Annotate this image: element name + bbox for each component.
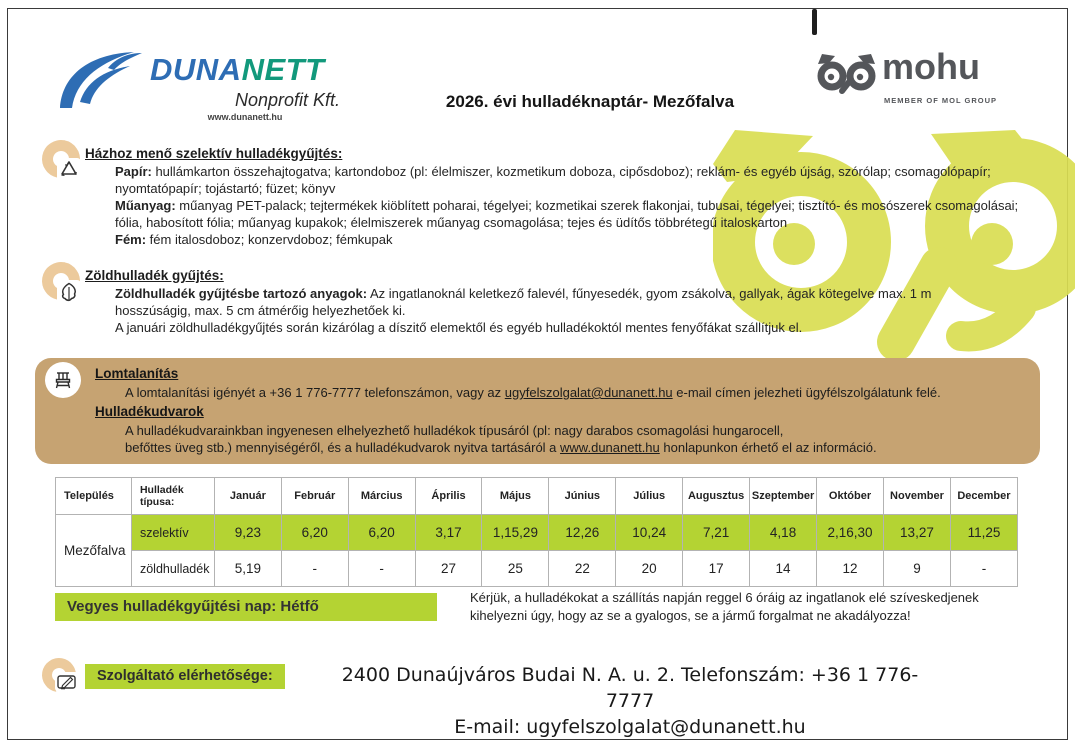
plastic-item: Műanyag: műanyag PET-palack; tejtermékek kiöblített poharai, tégelyei; kozmetikai szerek flakonjai, tubusai, tégelyei; tisztító- és mosószerek csomagolásai; fólia, habosított fólia; műanyag kupakok; élelmiszerek műanyag csomagolása; tejes és üdítős többrétegű italoskarton [115,198,1019,230]
yards-text: A hulladékudvarainkban ingyenesen elhelyezhető hulladékok típusáról (pl: nagy darabos csomagolási hungarocell, befőttes üveg stb.) mennyiségéről, és a hulladékudvarok nyitva tartásáról a www.dunanett.hu honlapunkon érhető el az információ. [125,423,877,455]
date-cell: 6,20 [348,515,415,551]
date-cell: 12 [817,551,884,587]
provider-email: E-mail: ugyfelszolgalat@dunanett.hu [454,716,806,738]
date-cell: - [281,551,348,587]
provider-contact-details [330,662,930,740]
partner-tagline: MEMBER OF MOL GROUP [884,96,998,105]
partner-name: mohu [882,46,980,87]
yards-heading: Hulladékudvarok [95,404,204,419]
date-cell: 4,18 [750,515,817,551]
col-header-month: Szeptember [750,478,817,515]
table-header-row [56,478,1018,515]
waste-type-cell: zöldhulladék [131,551,214,587]
date-cell: 6,20 [281,515,348,551]
provider-contact-label: Szolgáltató elérhetősége: [97,668,273,684]
waste-type-cell: szelektív [131,515,214,551]
date-cell: 10,24 [616,515,683,551]
website-link: www.dunanett.hu [560,440,660,455]
metal-item: Fém: fém italosdoboz; konzervdoboz; fémkupak [115,232,393,247]
leaf-icon [57,280,81,304]
collection-calendar-table [55,477,1018,587]
recycle-icon [57,158,81,182]
date-cell: 27 [415,551,482,587]
date-cell: 25 [482,551,549,587]
date-cell: 20 [616,551,683,587]
settlement-cell: Mezőfalva [56,515,132,587]
provider-address-phone: 2400 Dunaújváros Budai N. A. u. 2. Telefonszám: +36 1 776-7777 [341,664,919,712]
table-row-selective [56,515,1018,551]
date-cell: 13,27 [883,515,950,551]
date-cell: 14 [750,551,817,587]
date-cell: 9,23 [214,515,281,551]
date-cell: - [950,551,1017,587]
date-cell: 3,17 [415,515,482,551]
table-row-greenwaste [56,551,1018,587]
dunanett-logo-swoosh-icon [56,46,146,110]
selective-items [115,163,1020,248]
page-title: 2026. évi hulladéknaptár- Mezőfalva [445,92,735,111]
col-header-month: Április [415,478,482,515]
furniture-icon-badge [45,362,81,398]
col-header-month: Október [817,478,884,515]
greenwaste-heading: Zöldhulladék gyűjtés: [85,268,224,283]
bulky-text: A lomtalanítási igényét a +36 1 776-7777 telefonszámon, vagy az ugyfelszolgalat@dunanett.hu e-mail címen jelezheti ügyfélszolgálatunk felé. [125,385,941,400]
col-header-month: Május [482,478,549,515]
mohu-owl-logo-icon [816,50,878,98]
col-header-month: Június [549,478,616,515]
selective-heading: Házhoz menő szelektív hulladékgyűjtés: [85,146,343,161]
date-cell: 11,25 [950,515,1017,551]
mixed-waste-day-label: Vegyes hulladékgyűjtési nap: Hétfő [67,598,319,615]
date-cell: 12,26 [549,515,616,551]
greenwaste-note: A januári zöldhulladékgyűjtés során kizárólag a díszitő elemektől és egyéb hulladékoktól mentes fenyőfákat szállítjuk el. [115,320,803,335]
greenwaste-lead: Zöldhulladék gyűjtésbe tartozó anyagok: Az ingatlanoknál keletkező falevél, fűnyesedék, gyom zsákolva, gallyak, ágak kötegelve max. 1 m hosszúságig, max. 5 cm átmérőig helyezhetőek ki. [115,286,932,318]
date-cell: - [348,551,415,587]
col-header-waste-type: Hulladék típusa: [131,478,214,515]
col-header-month: Január [214,478,281,515]
col-header-month: December [950,478,1017,515]
col-header-month: November [883,478,950,515]
brand-name: DUNANETT [150,52,325,87]
col-header-month: Február [281,478,348,515]
placement-notice: Kérjük, a hulladékokat a szállítás napján reggel 6 óráig az ingatlanok elé szíveskedjenek kihelyezni úgy, hogy az se a gyalogos, se a jármű forgalmat ne akadályozza! [470,590,979,623]
date-cell: 7,21 [683,515,750,551]
mixed-waste-day-banner [55,593,437,621]
greenwaste-text [115,285,995,336]
date-cell: 22 [549,551,616,587]
col-header-month: Március [348,478,415,515]
writing-pen-icon [55,672,79,692]
col-header-month: Július [616,478,683,515]
email-link: ugyfelszolgalat@dunanett.hu [504,385,673,400]
scan-artifact-mark [812,9,817,35]
date-cell: 1,15,29 [482,515,549,551]
col-header-settlement: Település [56,478,132,515]
bulky-heading: Lomtalanítás [95,366,179,381]
date-cell: 2,16,30 [817,515,884,551]
brand-subtitle: Nonprofit Kft. [234,90,340,110]
date-cell: 9 [883,551,950,587]
date-cell: 5,19 [214,551,281,587]
date-cell: 17 [683,551,750,587]
col-header-month: Augusztus [683,478,750,515]
paper-item: Papír: hullámkarton összehajtogatva; kartondoboz (pl: élelmiszer, kozmetikum doboza, cipősdoboz); reklám- és egyéb újság, szórólap; csomagolópapír; nyomtatópapír; tojástartó; füzet; könyv [115,164,991,196]
provider-contact-banner [85,664,285,689]
furniture-icon [53,370,73,390]
brand-website: www.dunanett.hu [207,112,283,122]
